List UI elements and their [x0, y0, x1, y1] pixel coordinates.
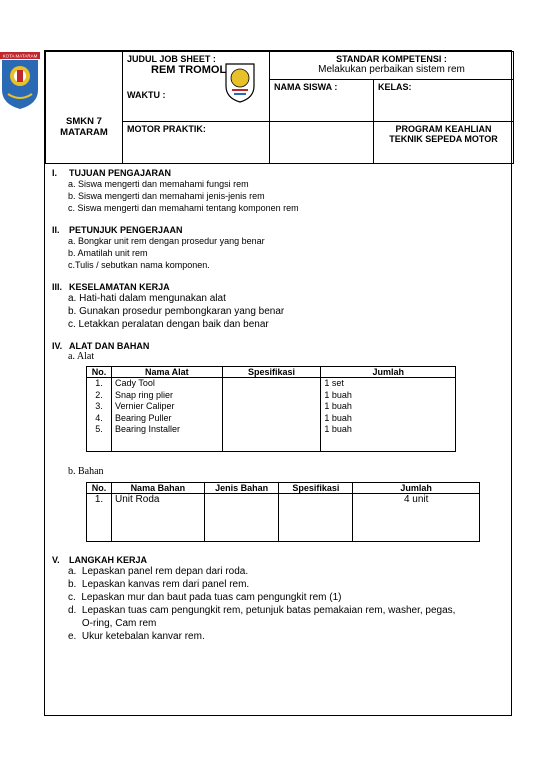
alat-cell: Bearing Installer — [111, 424, 222, 436]
keselamatan-item: b. Gunakan prosedur pembongkaran yang benar — [68, 306, 285, 317]
bahan-header-jumlah: Jumlah — [353, 483, 480, 494]
alat-cell — [222, 378, 321, 390]
alat-cell: 1 buah — [321, 424, 456, 436]
alat-cell — [222, 390, 321, 402]
program-label: PROGRAM KEAHLIAN TEKNIK SEPEDA MOTOR — [389, 124, 498, 144]
alat-header-no: No. — [87, 367, 112, 378]
motor-cell — [123, 122, 270, 164]
bahan-header-nama: Nama Bahan — [111, 483, 204, 494]
alat-cell: 1 buah — [321, 390, 456, 402]
section-alat-bahan-title: IV. ALAT DAN BAHAN — [52, 341, 150, 351]
alat-cell — [222, 413, 321, 425]
bahan-header-jenis: Jenis Bahan — [204, 483, 279, 494]
table-row — [87, 390, 456, 402]
table-row — [87, 424, 456, 436]
bahan-cell: Unit Roda — [111, 494, 204, 542]
bahan-header-no: No. — [87, 483, 112, 494]
bahan-table — [86, 482, 480, 542]
content-body — [52, 168, 508, 643]
judul-label: JUDUL JOB SHEET : — [127, 54, 216, 64]
keselamatan-item: a. Hati-hati dalam mengunakan alat — [68, 293, 226, 304]
alat-cell: Cady Tool — [111, 378, 222, 390]
alat-table — [86, 366, 456, 452]
alat-cell: 1 buah — [321, 413, 456, 425]
section-petunjuk-title: II. PETUNJUK PENGERJAAN — [52, 225, 183, 235]
standar-cell — [270, 52, 514, 80]
tujuan-item: a. Siswa mengerti dan memahami fungsi rem — [68, 179, 249, 189]
motor-label: MOTOR PRAKTIK: — [127, 124, 206, 134]
judul-value: REM TROMOL — [151, 64, 227, 76]
alat-cell: 5. — [87, 424, 112, 436]
langkah-item: d. Lepaskan tuas cam pengungkit rem, petunjuk batas pemakaian rem, washer, pegas, — [68, 605, 456, 616]
bahan-subtitle: b. Bahan — [68, 466, 104, 477]
alat-cell: 1. — [87, 378, 112, 390]
program-cell — [374, 122, 514, 164]
svg-text:KOTA MATARAM: KOTA MATARAM — [2, 53, 38, 59]
bahan-cell: 4 unit — [353, 494, 480, 542]
alat-cell: Snap ring plier — [111, 390, 222, 402]
table-row — [87, 378, 456, 390]
section-tujuan-title: I. TUJUAN PENGAJARAN — [52, 168, 172, 178]
alat-cell — [222, 401, 321, 413]
petunjuk-item: c.Tulis / sebutkan nama komponen. — [68, 260, 210, 270]
petunjuk-item: b. Amatilah unit rem — [68, 248, 148, 258]
bahan-header-spesifikasi: Spesifikasi — [279, 483, 353, 494]
nama-siswa-cell — [270, 80, 374, 122]
kelas-cell — [374, 80, 514, 122]
kelas-label: KELAS: — [378, 82, 412, 92]
tujuan-item: b. Siswa mengerti dan memahami jenis-jenis rem — [68, 191, 265, 201]
tujuan-item: c. Siswa mengerti dan memahami tentang komponen rem — [68, 203, 299, 213]
alat-cell: Vernier Caliper — [111, 401, 222, 413]
table-row — [87, 401, 456, 413]
header-table — [45, 51, 514, 164]
table-row — [87, 494, 480, 542]
alat-cell: 3. — [87, 401, 112, 413]
waktu-label: WAKTU : — [127, 90, 166, 100]
alat-header-nama: Nama Alat — [111, 367, 222, 378]
standar-label: STANDAR KOMPETENSI : — [336, 54, 447, 64]
kota-mataram-logo — [0, 52, 40, 110]
petunjuk-item: a. Bongkar unit rem dengan prosedur yang benar — [68, 236, 265, 246]
table-row — [87, 413, 456, 425]
langkah-item: b. Lepaskan kanvas rem dari panel rem. — [68, 579, 250, 590]
table-row — [87, 436, 456, 452]
alat-cell — [222, 424, 321, 436]
alat-cell: Bearing Puller — [111, 413, 222, 425]
alat-cell: 1 set — [321, 378, 456, 390]
bahan-cell: 1. — [87, 494, 112, 542]
alat-cell: 2. — [87, 390, 112, 402]
langkah-item: e. Ukur ketebalan kanvar rem. — [68, 631, 205, 642]
section-keselamatan-title: III. KESELAMATAN KERJA — [52, 282, 170, 292]
alat-header-jumlah: Jumlah — [321, 367, 456, 378]
section-langkah-title: V. LANGKAH KERJA — [52, 555, 148, 565]
school-name: SMKN 7 MATARAM — [60, 115, 108, 138]
langkah-item: O-ring, Cam rem — [68, 618, 157, 629]
alat-cell: 1 buah — [321, 401, 456, 413]
school-cell — [46, 52, 123, 164]
alat-header-spesifikasi: Spesifikasi — [222, 367, 321, 378]
bahan-cell — [279, 494, 353, 542]
langkah-item: a. Lepaskan panel rem depan dari roda. — [68, 566, 249, 577]
blank-cell — [270, 122, 374, 164]
bahan-cell — [204, 494, 279, 542]
school-emblem-logo — [222, 60, 258, 104]
alat-cell: 4. — [87, 413, 112, 425]
alat-subtitle: a. Alat — [68, 351, 95, 362]
nama-siswa-label: NAMA SISWA : — [274, 82, 338, 92]
langkah-item: c. Lepaskan mur dan baut pada tuas cam pengungkit rem (1) — [68, 592, 342, 603]
keselamatan-item: c. Letakkan peralatan dengan baik dan benar — [68, 319, 269, 330]
standar-value: Melakukan perbaikan sistem rem — [318, 64, 465, 75]
